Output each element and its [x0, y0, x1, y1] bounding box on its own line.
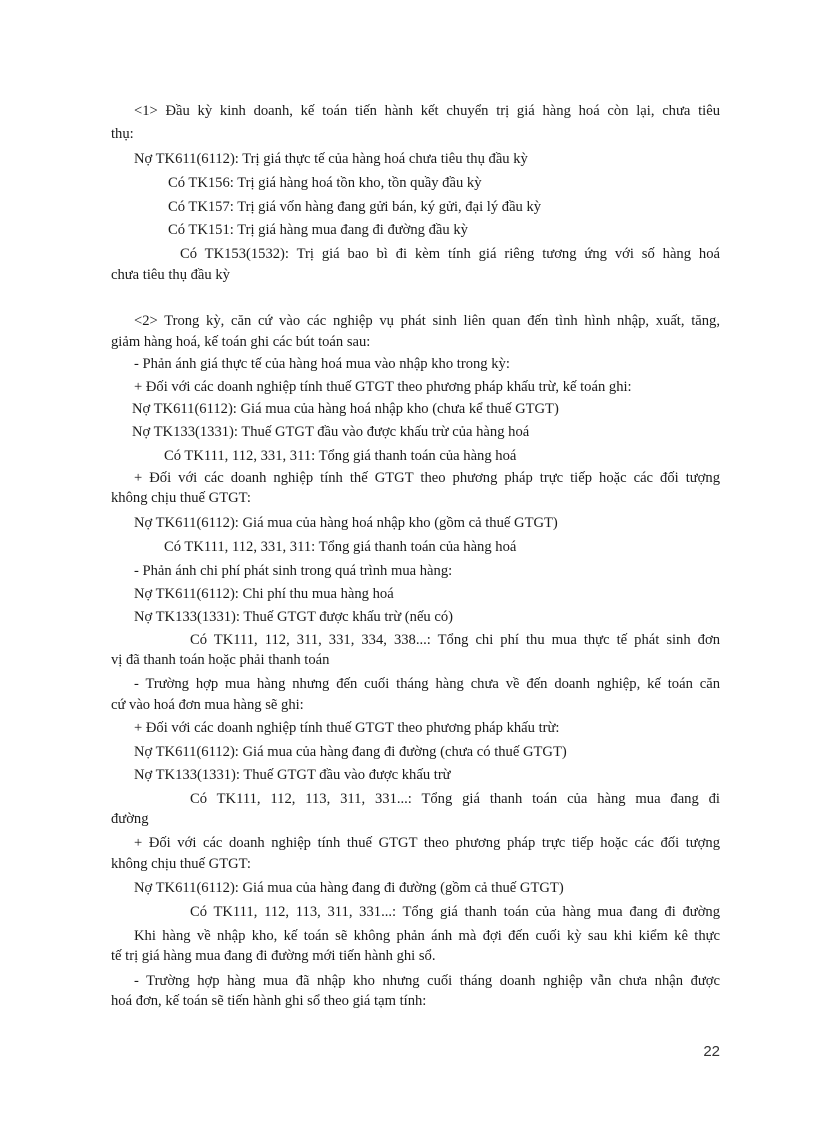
text-line: Nợ TK611(6112): Giá mua của hàng hoá nhập kho (gồm cả thuế GTGT) [134, 515, 558, 531]
text-line: Nợ TK611(6112): Giá mua của hàng hoá nhập kho (chưa kể thuế GTGT) [132, 401, 559, 417]
text-line: Có TK157: Trị giá vốn hàng đang gửi bán, ký gửi, đại lý đầu kỳ [168, 199, 542, 215]
text-line: Có TK111, 112, 113, 311, 331...: Tổng giá thanh toán của hàng mua đang đi đường [190, 904, 720, 920]
text-line: + Đối với các doanh nghiệp tính thuế GTGT theo phương pháp khấu trừ, kế toán ghi: [134, 379, 632, 395]
text-line: + Đối với các doanh nghiệp tính thuế GTGT theo phương pháp trực tiếp hoặc các đối tượng [134, 835, 720, 851]
text-line: Nợ TK611(6112): Giá mua của hàng đang đi đường (gồm cả thuế GTGT) [134, 880, 564, 896]
text-line: Có TK151: Trị giá hàng mua đang đi đường đầu kỳ [168, 222, 468, 238]
text-line: hoá đơn, kế toán sẽ tiến hành ghi sổ theo giá tạm tính: [111, 993, 427, 1009]
text-line: Nợ TK133(1331): Thuế GTGT được khấu trừ (nếu có) [134, 609, 454, 625]
text-line: Có TK111, 112, 113, 311, 331...: Tổng giá thanh toán của hàng mua đang đi [190, 791, 720, 807]
text-line: <1> Đầu kỳ kinh doanh, kế toán tiến hành kết chuyển trị giá hàng hoá còn lại, chưa tiêu [134, 103, 720, 119]
text-line: không chịu thuế GTGT: [111, 856, 251, 872]
text-line: Có TK111, 112, 331, 311: Tổng giá thanh toán của hàng hoá [164, 539, 517, 555]
text-line: Nợ TK133(1331): Thuế GTGT đầu vào được khấu trừ [134, 767, 451, 783]
text-line: giảm hàng hoá, kế toán ghi các bút toán sau: [111, 334, 371, 350]
text-line: Có TK156: Trị giá hàng hoá tồn kho, tồn quầy đầu kỳ [168, 175, 482, 191]
text-line: chưa tiêu thụ đầu kỳ [111, 267, 230, 283]
text-line: vị đã thanh toán hoặc phải thanh toán [111, 652, 330, 668]
text-line: Khi hàng về nhập kho, kế toán sẽ không phản ánh mà đợi đến cuối kỳ sau khi kiểm kê thực [134, 928, 720, 944]
text-line: không chịu thuế GTGT: [111, 490, 251, 506]
text-line: + Đối với các doanh nghiệp tính thế GTGT theo phương pháp trực tiếp hoặc các đối tượng [134, 470, 720, 486]
text-line: <2> Trong kỳ, căn cứ vào các nghiệp vụ phát sinh liên quan đến tình hình nhập, xuất, tăng, [134, 313, 720, 329]
text-line: cứ vào hoá đơn mua hàng sẽ ghi: [111, 697, 304, 713]
text-line: Có TK153(1532): Trị giá bao bì đi kèm tính giá riêng tương ứng với số hàng hoá [180, 246, 720, 262]
text-line: Nợ TK611(6112): Chi phí thu mua hàng hoá [134, 586, 394, 602]
text-line: - Trường hợp hàng mua đã nhập kho nhưng cuối tháng doanh nghiệp vẫn chưa nhận được [134, 973, 720, 989]
text-line: Nợ TK611(6112): Trị giá thực tế của hàng hoá chưa tiêu thụ đầu kỳ [134, 151, 528, 167]
text-line: đường [111, 811, 149, 827]
text-line: - Phản ánh chi phí phát sinh trong quá trình mua hàng: [134, 563, 453, 579]
text-line: Nợ TK611(6112): Giá mua của hàng đang đi đường (chưa có thuế GTGT) [134, 744, 567, 760]
text-line: Có TK111, 112, 331, 311: Tổng giá thanh toán của hàng hoá [164, 448, 517, 464]
text-line: Nợ TK133(1331): Thuế GTGT đầu vào được khấu trừ của hàng hoá [132, 424, 530, 440]
text-line: thụ: [111, 126, 134, 142]
text-line: Có TK111, 112, 311, 331, 334, 338...: Tổng chi phí thu mua thực tế phát sinh đơn [190, 632, 720, 648]
text-line: - Trường hợp mua hàng nhưng đến cuối tháng hàng chưa về đến doanh nghiệp, kế toán căn [134, 676, 720, 692]
text-line: tế trị giá hàng mua đang đi đường mới tiến hành ghi sổ. [111, 948, 436, 964]
text-line: - Phản ánh giá thực tế của hàng hoá mua vào nhập kho trong kỳ: [134, 356, 510, 372]
page-number: 22 [703, 1043, 720, 1060]
text-line: + Đối với các doanh nghiệp tính thuế GTGT theo phương pháp khấu trừ: [134, 720, 560, 736]
